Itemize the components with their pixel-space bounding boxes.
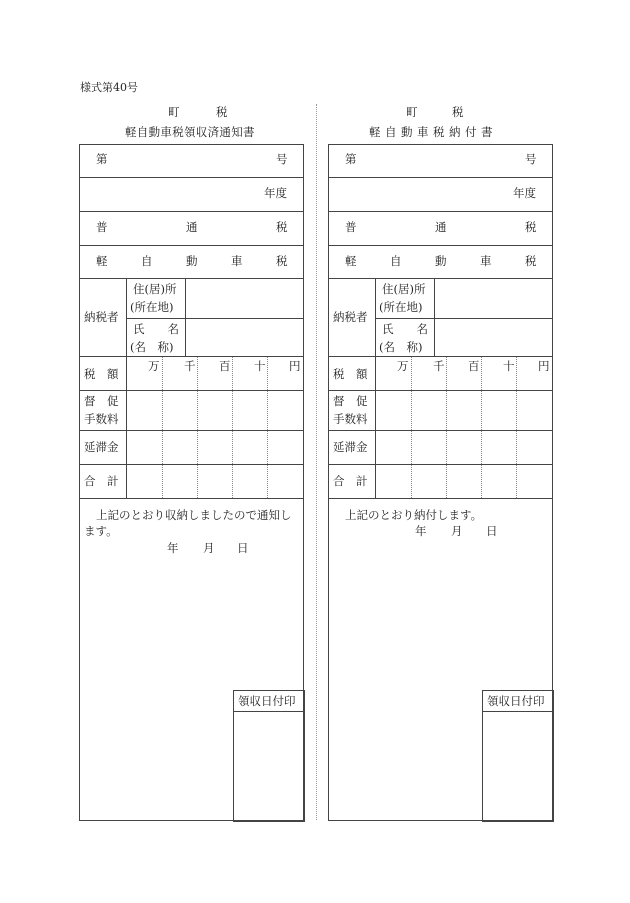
number-suffix: 号 <box>525 152 537 166</box>
name-label: 氏 名 <box>133 322 179 336</box>
taxpayer-label: 納税者 <box>84 310 119 324</box>
name-label: 氏 名 <box>382 322 428 336</box>
fee-label-sub: 手数料 <box>84 412 119 426</box>
vehicle-tax-char: 自 <box>390 254 402 268</box>
fee-label: 督 促 <box>84 394 119 408</box>
form-title: 軽自動車税納付書 <box>369 125 497 139</box>
unit-label: 千 <box>433 359 445 373</box>
total-label: 合 計 <box>84 474 119 488</box>
late-fee-label: 延滞金 <box>84 440 119 454</box>
vehicle-tax-char: 自 <box>141 254 153 268</box>
unit-label: 千 <box>184 359 196 373</box>
vehicle-tax-char: 動 <box>435 254 447 268</box>
vehicle-tax-char: 軽 <box>345 254 357 268</box>
title-town: 町 <box>406 105 418 119</box>
receipt-stamp-label: 領収日付印 <box>487 694 545 708</box>
vehicle-tax-char: 動 <box>186 254 198 268</box>
title-tax: 税 <box>216 105 228 119</box>
address-label: 住(居)所 <box>382 282 426 296</box>
receipt-stamp-label: 領収日付印 <box>238 694 296 708</box>
unit-label: 十 <box>503 359 515 373</box>
fiscal-year-label: 年度 <box>513 186 536 200</box>
ordinary-tax-char: 通 <box>186 220 198 234</box>
vehicle-tax-char: 税 <box>276 254 288 268</box>
unit-label: 十 <box>254 359 266 373</box>
total-label: 合 計 <box>333 474 368 488</box>
date-month: 月 <box>203 541 215 555</box>
form-number: 様式第40号 <box>80 81 138 94</box>
taxpayer-label: 納税者 <box>333 310 368 324</box>
unit-label: 円 <box>538 359 550 373</box>
ordinary-tax-char: 普 <box>345 220 357 234</box>
ordinary-tax-char: 税 <box>525 220 537 234</box>
vehicle-tax-char: 税 <box>525 254 537 268</box>
date-year: 年 <box>167 541 179 555</box>
fee-label-sub: 手数料 <box>333 412 368 426</box>
date-day: 日 <box>237 541 249 555</box>
receipt-stamp-box <box>482 690 554 822</box>
unit-label: 万 <box>397 359 409 373</box>
unit-label: 円 <box>289 359 301 373</box>
vehicle-tax-char: 車 <box>231 254 243 268</box>
late-fee-label: 延滞金 <box>333 440 368 454</box>
address-label-sub: (所在地) <box>379 300 423 314</box>
title-town: 町 <box>168 105 180 119</box>
ordinary-tax-char: 普 <box>96 220 108 234</box>
form-title: 軽自動車税領収済通知書 <box>125 125 255 139</box>
unit-label: 万 <box>148 359 160 373</box>
number-suffix: 号 <box>276 152 288 166</box>
tax-amount-label: 税 額 <box>84 367 119 381</box>
notice-message: 上記のとおり収納しましたので通知し <box>96 508 292 522</box>
vehicle-tax-char: 軽 <box>96 254 108 268</box>
ordinary-tax-char: 通 <box>435 220 447 234</box>
tax-amount-label: 税 額 <box>333 367 368 381</box>
fiscal-year-label: 年度 <box>264 186 287 200</box>
payment-message: 上記のとおり納付します。 <box>345 508 483 522</box>
fee-label: 督 促 <box>333 394 368 408</box>
date-month: 月 <box>451 524 463 538</box>
name-label-sub: (名 称) <box>379 340 423 354</box>
vehicle-tax-char: 車 <box>480 254 492 268</box>
unit-label: 百 <box>468 359 480 373</box>
date-day: 日 <box>486 524 498 538</box>
address-label-sub: (所在地) <box>130 300 174 314</box>
name-label-sub: (名 称) <box>130 340 174 354</box>
ordinary-tax-char: 税 <box>276 220 288 234</box>
notice-message-cont: ます。 <box>84 524 118 538</box>
address-label: 住(居)所 <box>133 282 177 296</box>
number-prefix: 第 <box>96 152 108 166</box>
perforation-line <box>316 104 317 820</box>
number-prefix: 第 <box>345 152 357 166</box>
title-tax: 税 <box>452 105 464 119</box>
receipt-stamp-box <box>233 690 305 822</box>
date-year: 年 <box>415 524 427 538</box>
unit-label: 百 <box>219 359 231 373</box>
